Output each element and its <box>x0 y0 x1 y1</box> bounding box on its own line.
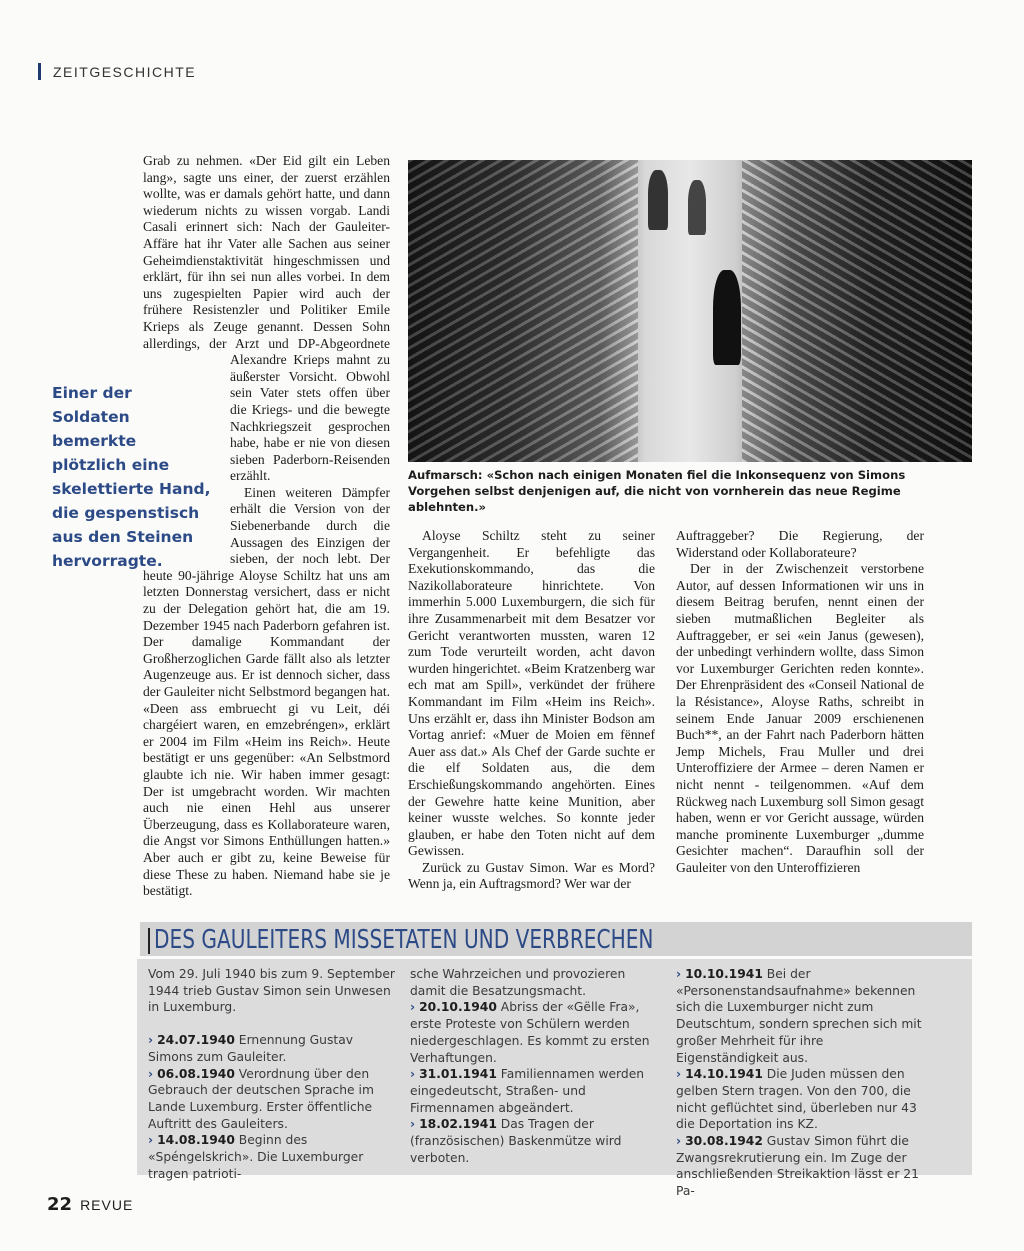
timeline-date: 06.08.1940 <box>157 1066 235 1081</box>
page-number: 22 <box>47 1194 73 1215</box>
timeline-date: 14.08.1940 <box>157 1133 235 1148</box>
timeline-date: 14.10.1941 <box>685 1067 763 1082</box>
paragraph: Der in der Zwischenzeit verstorbene Autor, auf dessen Informationen wir uns in diesem Beitrag berufen, nennt einen der sieben mutmaßlichen Begleiter als Auftraggeber, er sei «ein Janus (gewesen), der unbedingt verhindern wollte, dass Simon vor Luxemburger Gerichten reden konnte». Der Ehrenpräsident des «Conseil National de la Résistance», Aloyse Raths, schreibt in seinem Ende Januar 2009 erschienenen Buch**, an der Fahrt nach Paderborn hätten Jemp Michels, Frau Muller und drei Unteroffiziere der Armee – deren Namen er nicht nennt - teilgenommen. «Auf dem Rückweg nach Luxemburg soll Simon gesagt haben, wenn er vor Gericht aussage, würden manche prominente Luxemburger „dumme Gesichter machen“. Daraufhin soll der Gauleiter von den Unteroffizieren <box>676 561 924 875</box>
pull-quote: Einer der Soldaten bemerkte plötzlich eine skelettierte Hand, die gespenstisch aus den Steinen hervorragte. <box>52 384 211 570</box>
timeline-text: Bei der «Personenstandsaufnahme» bekennen sich die Luxemburger nicht zum Deutschtum, sondern sprechen sich mit großer Mehrheit für ihre Eigenständigkeit aus. <box>676 967 922 1065</box>
timeline-intro: Vom 29. Juli 1940 bis zum 9. September 1944 trieb Gustav Simon sein Unwesen in Luxemburg. <box>148 967 395 1015</box>
timeline-text: sche Wahrzeichen und provozieren damit die Besatzungsmacht. <box>410 967 626 998</box>
timeline-date: 20.10.1940 <box>419 1000 497 1015</box>
timeline-entry <box>148 1066 398 1133</box>
timeline-date: 24.07.1940 <box>157 1033 235 1048</box>
timeline-column-1 <box>148 966 398 1182</box>
timeline-entry <box>410 966 660 999</box>
chevron-icon: › <box>676 1134 682 1149</box>
chevron-icon: › <box>676 967 682 981</box>
chevron-icon: › <box>148 1133 154 1148</box>
paragraph: Auftraggeber? Die Regierung, der Widerstand oder Kollaborateure? <box>676 528 924 560</box>
timeline-entry <box>410 1116 660 1166</box>
paragraph: Aloyse Schiltz steht zu seiner Vergangenheit. Er befehligte das Exekutionskommando, das die Nazikollaborateure hinrichtete. Von immerhin 5.000 Luxemburgern, die sich für ihre Zusammenarbeit mit dem Besatzer vor Gericht verantworten mussten, waren 12 zum Tode verurteilt worden, acht davon wurden hingerichtet. «Beim Kratzenberg war ech mat am Spill», verkündet der frühere Kommandant im Film «Heim ins Reich». Uns erzählt er, dass ihn Minister Bodson am Vortag anrief: «Muer de Moien em fënnef Auer ass dat.» Als Chef der Garde suchte er die elf Soldaten aus, die dem Erschießungskommando angehörten. Eines der Gewehre hatte keine Munition, aber keiner wusste welches. So konnte jeder glauben, er habe den Toten nicht auf dem Gewissen. <box>408 528 655 859</box>
timeline-text: Familiennamen werden eingedeutscht, Straßen- und Firmennamen abgeändert. <box>410 1067 645 1115</box>
timeline-text: Verordnung über den Gebrauch der deutschen Sprache im Lande Luxemburg. Erster öffentliche Auftritt des Gauleiters. <box>148 1066 374 1131</box>
timeline-date: 30.08.1942 <box>685 1134 763 1149</box>
chevron-icon: › <box>410 1000 416 1015</box>
timeline-entry <box>148 1032 398 1065</box>
timeline-entry <box>676 1066 926 1133</box>
timeline-entry <box>410 999 660 1066</box>
chevron-icon: › <box>410 1117 416 1132</box>
paragraph: Zurück zu Gustav Simon. War es Mord? Wenn ja, ein Auftragsmord? Wer war der <box>408 859 655 892</box>
timeline-text: Abriss der «Gëlle Fra», erste Proteste von Schülern werden niedergeschlagen. Es kommt zu ersten Verhaftungen. <box>410 1000 650 1065</box>
section-label <box>38 63 196 80</box>
section-bar <box>38 63 41 80</box>
chevron-icon: › <box>676 1067 682 1082</box>
paragraph: Grab zu nehmen. «Der Eid gilt ein Leben lang», sagte uns einer, der zuerst erzählen wollte, was er damals gehört hatte, und dann wiederum nichts zu wissen vorgab. Landi Casali erinnert sich: Nach der Gauleiter-Affäre hat ihr Vater alle Sachen aus seiner Geheimdienstaktivität hingeschmissen und erklärt, für ihn sei nun alles vorbei. In dem uns zugespielten Papier wird auch der frühere Resistenzler und Politiker Emile Krieps als Zeuge genannt. Dessen Sohn allerdings, der Arzt und DP-Abgeordnete Alexandre Krieps mahnt zu äußerster Vorsicht. Obwohl sein Vater stets offen über die Kriegs- und die bewegte Nachkriegszeit gesprochen habe, habe er nie von diesen sieben Paderborn-Reisenden erzählt. <box>143 153 390 484</box>
timeline-text: Das Tragen der (französischen) Baskenmütze wird verboten. <box>410 1117 622 1165</box>
chevron-icon: › <box>410 1067 416 1082</box>
timeline-box-header <box>140 922 972 956</box>
article-column-2 <box>408 528 655 893</box>
timeline-column-2 <box>410 966 660 1166</box>
timeline-entry <box>148 1132 398 1182</box>
article-column-3 <box>676 528 924 876</box>
timeline-entry <box>410 1066 660 1116</box>
timeline-box-title: DES GAULEITERS MISSETATEN UND VERBRECHEN <box>154 925 654 955</box>
timeline-entry <box>676 1133 926 1200</box>
timeline-text: Die Juden müssen den gelben Stern tragen. Von den 700, die nicht geflüchtet sind, überleben nur 43 die Deportation ins KZ. <box>676 1067 917 1132</box>
timeline-text: Beginn des «Spéngelskrich». Die Luxemburger tragen patrioti- <box>148 1133 364 1181</box>
photo-caption: Aufmarsch: «Schon nach einigen Monaten fiel die Inkonsequenz von Simons Vorgehen selbst denjenigen auf, die nicht von vornherein das neue Regime ablehnten.» <box>408 468 906 514</box>
section-name: ZEITGESCHICHTE <box>53 63 197 80</box>
chevron-icon: › <box>148 1033 154 1048</box>
timeline-date: 31.01.1941 <box>419 1067 497 1082</box>
paragraph: Einen weiteren Dämpfer erhält die Version von der Siebenerbande durch die Aussagen des Einzigen der sieben, der noch lebt. Der heute 90-jährige Aloyse Schiltz hat uns am letzten Donnerstag versichert, dass er nicht zu der Delegation gehört hat, die am 19. Dezember 1945 nach Paderborn gefahren ist. Der damalige Kommandant der Großherzoglichen Garde fällt also als letzter Augenzeuge aus. Er ist dennoch sicher, dass der Gauleiter nicht Selbstmord begangen hat. «Deen ass embruecht gi vu Leit, déi chargéiert waren, en emzebréngen», erklärt er 2004 im Film «Heim ins Reich». Heute bestätigt er uns gegenüber: «An Selbstmord glaubte ich nie. Wir haben immer gesagt: Der ist umgebracht worden. Wir machten auch nie einen Hehl aus unserer Überzeugung, dass es Kollaborateure waren, die Angst vor Simons Enthüllungen hatten.» Aber auch er gibt zu, keine Beweise für diese These zu haben. Niemand habe sie je bestätigt. <box>143 484 390 899</box>
timeline-column-3 <box>676 966 926 1200</box>
timeline-date: 10.10.1941 <box>685 967 763 981</box>
page-footer <box>47 1194 133 1215</box>
chevron-icon: › <box>148 1066 154 1081</box>
magazine-name: REVUE <box>80 1197 134 1213</box>
timeline-text: Gustav Simon führt die Zwangsrekrutierung ein. Im Zuge der anschließenden Streikaktion lässt er 21 Pa- <box>676 1134 919 1199</box>
timeline-text: Ernennung Gustav Simons zum Gauleiter. <box>148 1033 354 1064</box>
timeline-date: 18.02.1941 <box>419 1117 497 1132</box>
timeline-entry <box>676 966 926 1066</box>
article-photo <box>408 160 972 462</box>
